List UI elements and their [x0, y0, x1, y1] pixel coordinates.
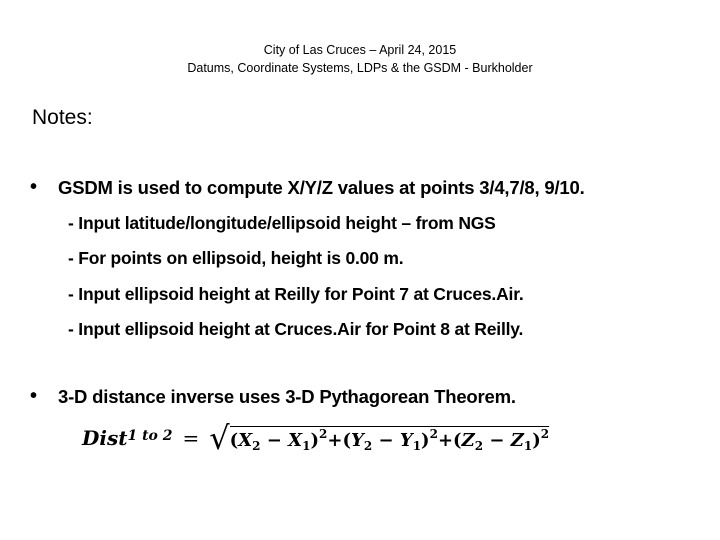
- formula-equals: =: [182, 426, 200, 450]
- sqrt-icon: √: [209, 419, 230, 457]
- bullet-2-text: 3-D distance inverse uses 3-D Pythagorean Theorem.: [58, 386, 516, 407]
- bullet-icon: •: [30, 385, 38, 407]
- formula-lhs: Dist: [82, 426, 128, 450]
- subitem-2: - For points on ellipsoid, height is 0.00 m.: [68, 248, 404, 268]
- header-line-2: Datums, Coordinate Systems, LDPs & the GSDM - Burkholder: [187, 61, 533, 75]
- formula-radicand: $(X_2 - X_1)^2+(Y_2 - Y_1)^2+(Z_2 - Z_1)^2$: [230, 426, 549, 456]
- slide-header: [0, 41, 720, 77]
- notes-title: Notes:: [32, 106, 93, 129]
- formula-lhs-subscript: 1 to 2: [127, 428, 173, 444]
- bullet-icon: •: [30, 176, 38, 198]
- subitem-4: - Input ellipsoid height at Cruces.Air for Point 8 at Reilly.: [68, 319, 524, 339]
- subitem-3: - Input ellipsoid height at Reilly for Point 7 at Cruces.Air.: [68, 284, 524, 304]
- distance-formula: [82, 420, 549, 456]
- subitem-1: - Input latitude/longitude/ellipsoid height – from NGS: [68, 213, 496, 233]
- bullet-1-text: GSDM is used to compute X/Y/Z values at points 3/4,7/8, 9/10.: [58, 177, 585, 198]
- header-line-1: City of Las Cruces – April 24, 2015: [263, 43, 457, 57]
